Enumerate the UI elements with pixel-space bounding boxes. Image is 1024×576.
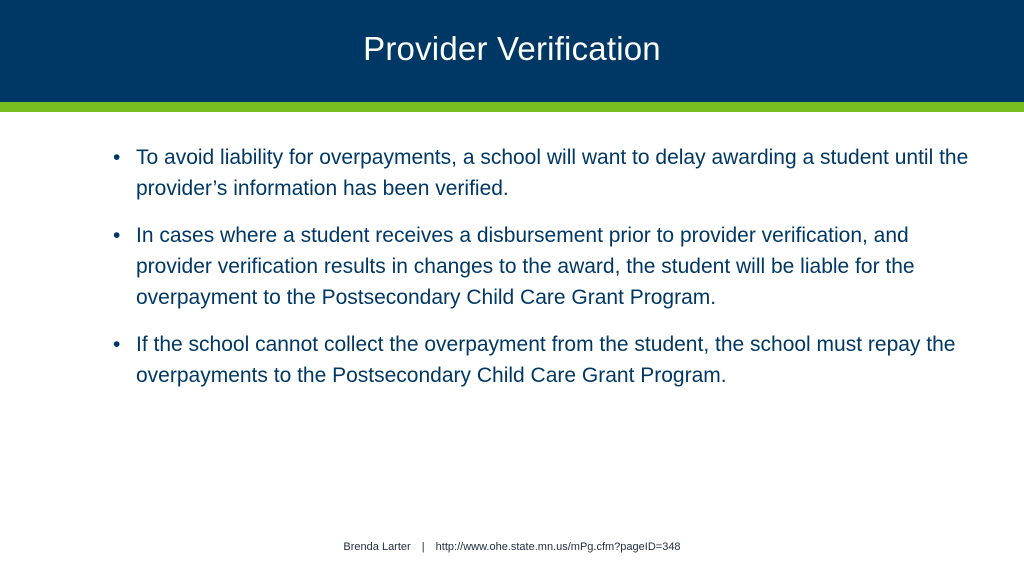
bullet-text: If the school cannot collect the overpayment from the student, the school must repay the overpayments to the Postsecondary Child Care Grant Program.	[136, 333, 956, 387]
footer	[0, 541, 1024, 553]
slide-body	[113, 142, 973, 407]
footer-author: Brenda Larter	[343, 541, 411, 553]
bullet-item	[113, 220, 973, 313]
bullet-marker: •	[113, 146, 121, 169]
bullet-marker: •	[113, 333, 121, 356]
bullet-text: To avoid liability for overpayments, a school will want to delay awarding a student until the provider’s information has been verified.	[136, 146, 969, 200]
bullet-list	[113, 142, 973, 391]
bullet-item	[113, 329, 973, 391]
footer-url: http://www.ohe.state.mn.us/mPg.cfm?pageID=348	[435, 541, 681, 553]
footer-separator: |	[421, 541, 425, 553]
slide-title: Provider Verification	[363, 30, 661, 67]
accent-stripe	[0, 102, 1024, 112]
bullet-text: In cases where a student receives a disbursement prior to provider verification, and provider verification results in changes to the award, the student will be liable for the overpayment to the Postsecondary Child Care Grant Program.	[136, 224, 915, 309]
title-bar	[0, 0, 1024, 102]
bullet-marker: •	[113, 224, 121, 247]
bullet-item	[113, 142, 973, 204]
